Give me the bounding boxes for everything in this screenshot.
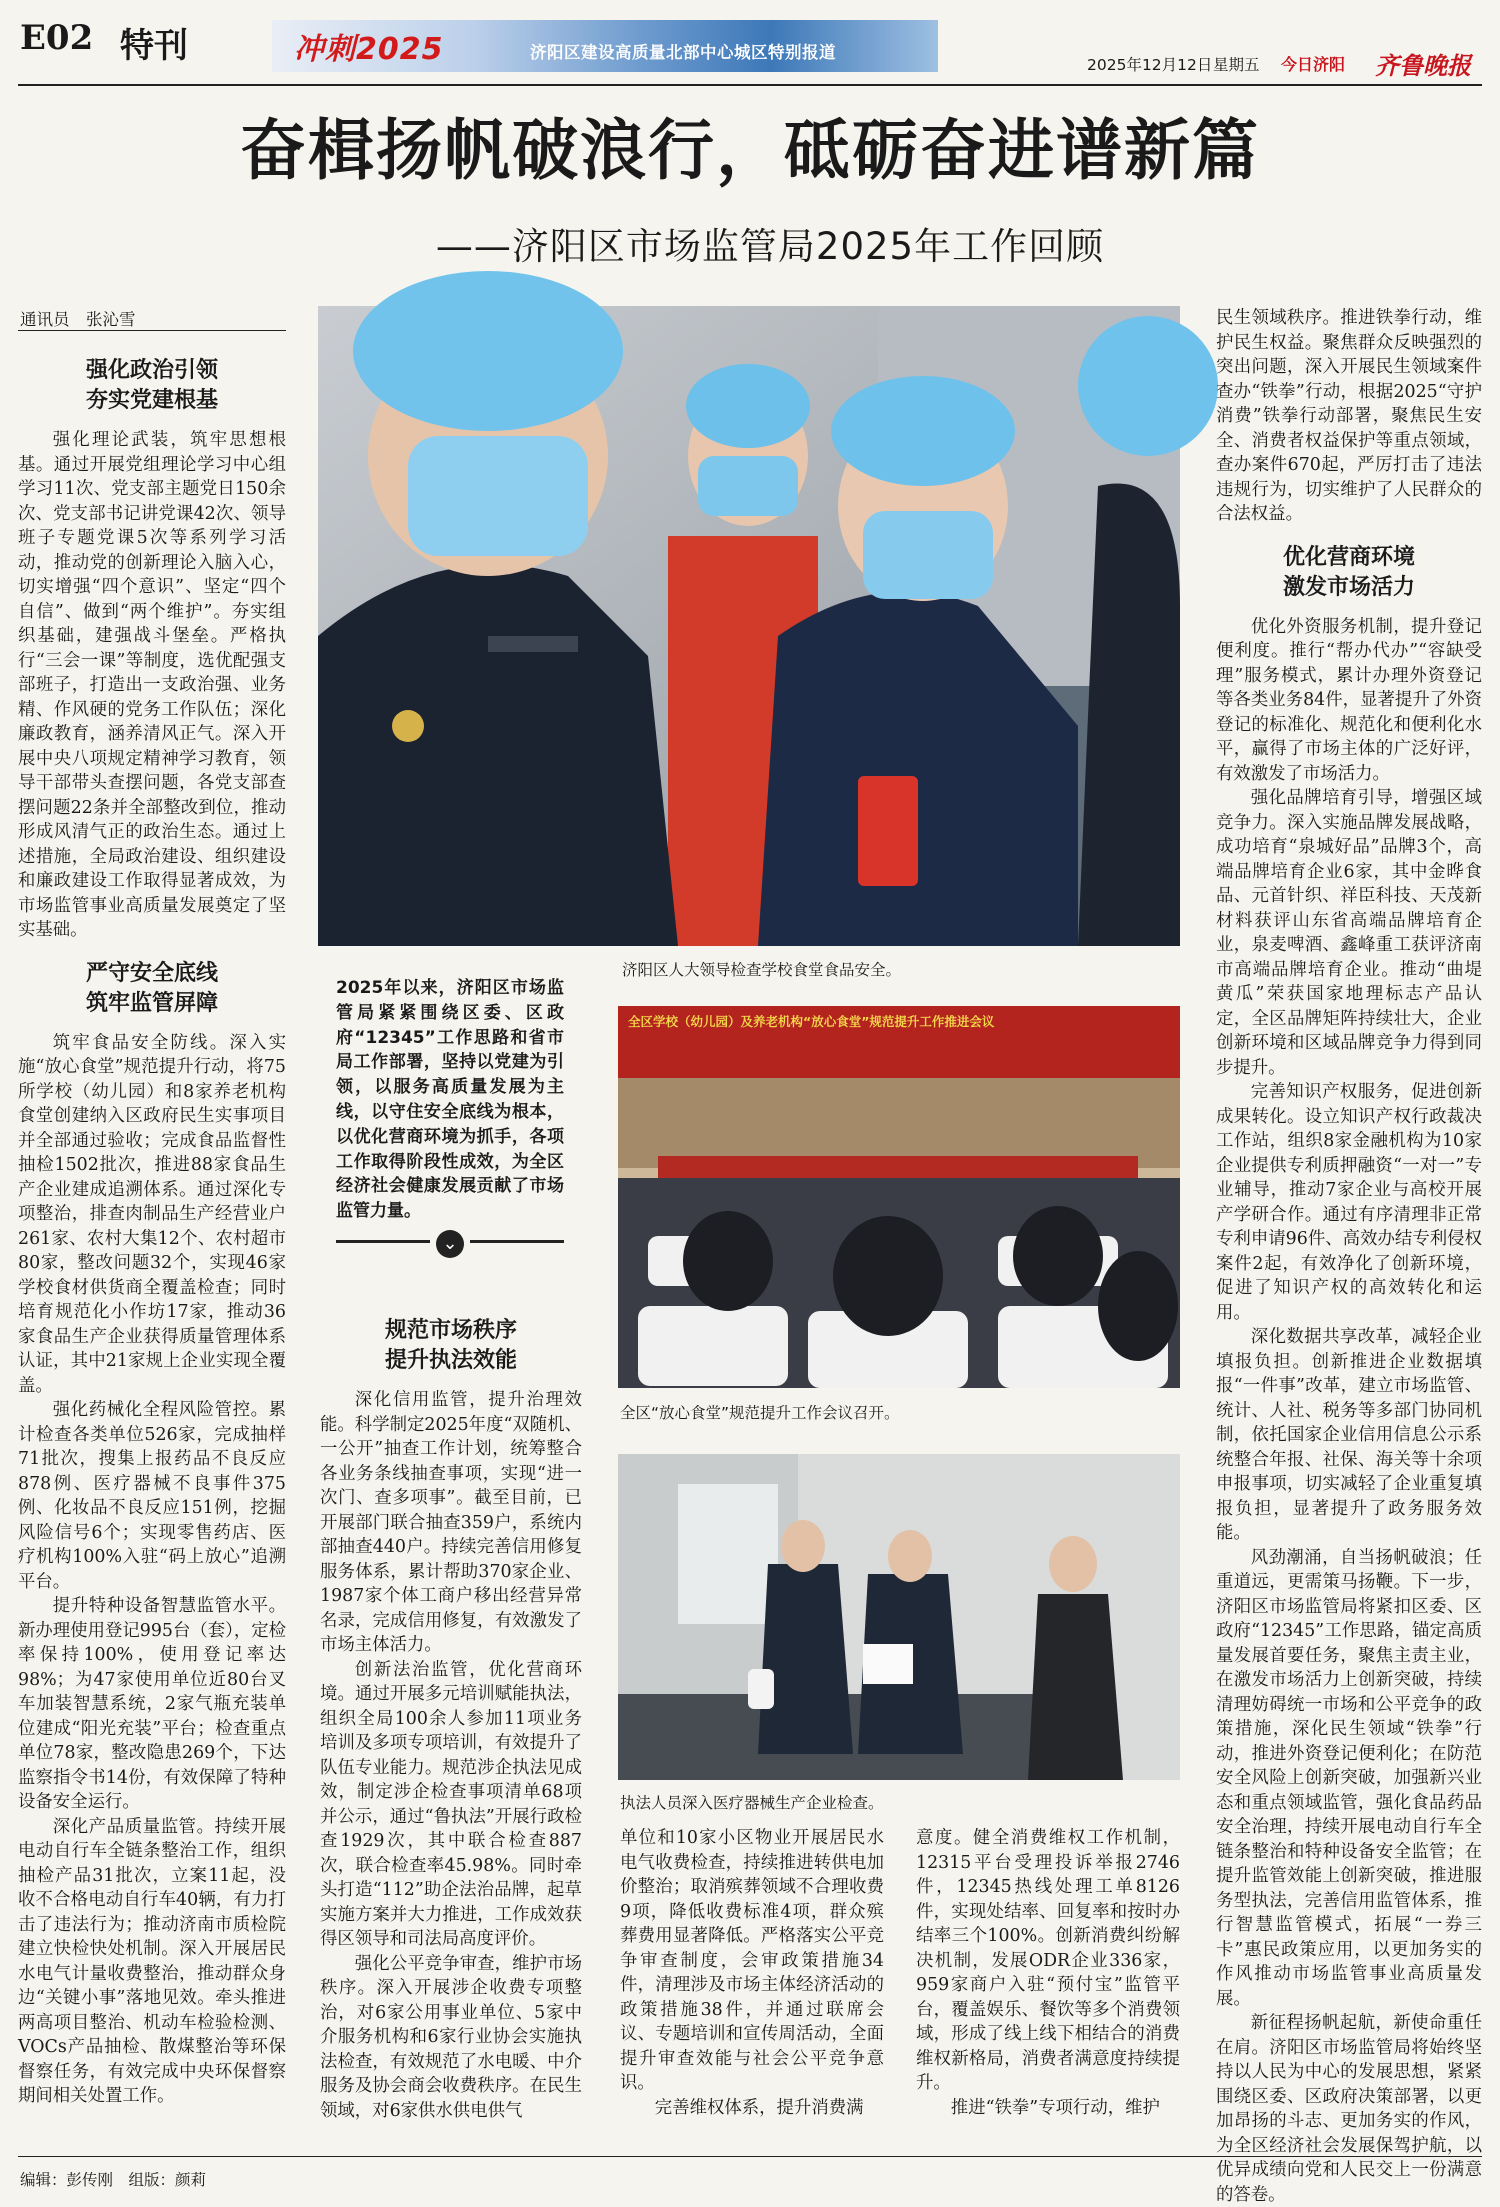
banner-title: 冲刺2025: [294, 32, 444, 67]
photo-caption-meeting: 全区“放心食堂”规范提升工作会议召开。: [620, 1404, 900, 1422]
banner: [272, 20, 938, 72]
paragraph: 新征程扬帆起航，新使命重任在肩。济阳区市场监管局将始终坚持以人民为中心的发展思想，紧紧围绕区委、区政府决策部署，以更加昂扬的斗志、更加务实的作风，为全区经济社会发展保驾护航，以优异成绩向党和人民交上一份满意的答卷。: [1216, 2013, 1482, 2205]
photo-enforcement: [618, 1454, 1180, 1780]
section-heading-business: 优化营商环境 激发市场活力: [1282, 544, 1415, 600]
photo-meeting: [618, 1006, 1180, 1388]
section-heading-market: 规范市场秩序 提升执法效能: [384, 1318, 517, 1373]
photo-caption-enforcement: 执法人员深入医疗器械生产企业检查。: [620, 1794, 884, 1812]
banner-subtitle: 济阳区建设高质量北部中心城区特别报道: [530, 43, 836, 62]
paragraph: 深化信用监管，提升治理效能。科学制定2025年度“双随机、一公开”抽查工作计划，统筹整合各业务条线抽查事项，实现“进一次门、查多项事”。截至目前，已开展部门联合抽查359户，系统内部抽查440户。持续完善信用修复服务体系，累计帮助370家企业、1987家个体工商户移出经营异常名录，完成信用修复，有效激发了市场主体活力。: [320, 1390, 582, 1655]
photo-caption-inspection: 济阳区人大领导检查学校食堂食品安全。: [622, 961, 902, 979]
column-4: [916, 1826, 1180, 2142]
paragraph: 强化公平竞争审查，维护市场秩序。深入开展涉企收费专项整治，对6家公用事业单位、5家中介服务机构和6家行业协会实施执法检查，有效规范了水电暖、中介服务及协会商会收费秩序。在民生领域，对6家供水供电供气: [320, 1953, 582, 2121]
weekday: 星期五: [1213, 56, 1260, 74]
paragraph: 单位和10家小区物业开展居民水电气收费检查，持续推进转供电加价整治；取消殡葬领域不合理收费9项，降低收费标准4项，群众殡葬费用显著降低。严格落实公平竞争审查制度，会审政策措施34件，清理涉及市场主体经济活动的政策措施38件，并通过联席会议、专题培训和宣传周活动，全面提升审查效能与社会公平竞争意识。: [620, 1828, 884, 2093]
paragraph: 提升特种设备智慧监管水平。新办理使用登记995台（套），定检率保持100%，使用登记率达98%；为47家使用单位近80台叉车加装智慧系统，2家气瓶充装单位建成“阳光充装”平台；检查重点单位78家，整改隐患269个，下达监察指令书14份，有效保障了特种设备安全运行。: [18, 1596, 286, 1812]
issue-date: 2025年12月12日: [1087, 56, 1213, 74]
edition-name: 今日济阳: [1281, 55, 1346, 74]
footer-editor: 编辑：彭传刚 组版：颜莉: [20, 2171, 207, 2189]
section-name: 特刊: [120, 26, 188, 66]
paragraph: 深化产品质量监管。持续开展电动自行车全链条整治工作，组织抽检产品31批次，立案11起，没收不合格电动自行车40辆，有力打击了违法行为；推动济南市质检院建立快检快处机制。深入开展居民水电气计量收费整治，推动群众身边“关键小事”落地见效。牵头推进两高项目整治、机动车检验检测、VOCs产品抽检、散煤整治等环保督察任务，有效完成中央环保督察期间相关处置工作。: [18, 1816, 286, 2106]
paragraph: 意度。健全消费维权工作机制，12315平台受理投诉举报2746件，12345热线处理工单8126件，实现处结率、回复率和按时办结率三个100%。创新消费纠纷解决机制，发展ODR企业336家，959家商户入驻“预付宝”监管平台，覆盖娱乐、餐饮等多个消费领域，形成了线上线下相结合的消费维权新格局，消费者满意度持续提升。: [916, 1828, 1180, 2093]
byline: 通讯员 张沁雪: [20, 310, 136, 329]
paragraph: 强化理论武装，筑牢思想根基。通过开展党组理论学习中心组学习11次、党支部主题党日150余次、党支部书记讲党课42次、领导班子专题党课5次等系列学习活动，推动党的创新理论入脑入心，切实增强“四个意识”、坚定“四个自信”、做到“两个维护”。夯实组织基础，建强战斗堡垒。严格执行“三会一课”等制度，选优配强支部班子，打造出一支政治强、业务精、作风硬的党务工作队伍；深化廉政教育，涵养清风正气。深入开展中央八项规定精神学习教育，领导干部带头查摆问题，各党支部查摆问题22条并全部整改到位，推动形成风清气正的政治生态。通过上述措施，全局政治建设、组织建设和廉政建设工作取得显著成效，为市场监管事业高质量发展奠定了坚实基础。: [18, 430, 286, 940]
column-2: [320, 1310, 582, 2140]
paragraph: 优化外资服务机制，提升登记便利度。推行“帮办代办”“容缺受理”服务模式，累计办理外资登记等各类业务84件，显著提升了外资登记的标准化、规范化和便利化水平，赢得了市场主体的广泛好评，有效激发了市场活力。: [1216, 616, 1482, 784]
meeting-banner-text: 全区学校（幼儿园）及养老机构“放心食堂”规范提升工作推进会议: [628, 1014, 995, 1029]
paragraph: 强化药械化全程风险管控。累计检查各类单位526家，完成抽样71批次，搜集上报药品不良反应878例、医疗器械不良事件375例、化妆品不良反应151例，挖掘风险信号6个；实现零售药店、医疗机构100%入驻“码上放心”追溯平台。: [18, 1400, 286, 1592]
masthead-rule: [18, 84, 1482, 86]
page-number: E02: [20, 18, 94, 58]
paragraph: 完善维权体系，提升消费满: [654, 2097, 864, 2118]
photo-inspection: [318, 306, 1180, 946]
column-3: [620, 1826, 884, 2142]
page-subtitle: ——济阳区市场监管局2025年工作回顾: [435, 225, 1105, 268]
paragraph: 筑牢食品安全防线。深入实施“放心食堂”规范提升行动，将75所学校（幼儿园）和8家养老机构食堂创建纳入区政府民生实事项目并全部通过验收；完成食品监督性抽检1502批次，推进88家食品生产企业建成追溯体系。通过深化专项整治，排查肉制品生产经营业户261家、农村大集12个、农村超市80家，整改问题32个，实现46家学校食材供货商全覆盖检查；同时培育规范化小作坊17家，推动36家食品生产企业获得质量管理体系认证，其中21家规上企业实现全覆盖。: [18, 1032, 286, 1396]
paragraph: 强化品牌培育引导，增强区域竞争力。深入实施品牌发展战略，成功培育“泉城好品”品牌3个，高端品牌培育企业6家，其中金晔食品、元首针织、祥臣科技、天茂新材料获评山东省高端品牌培育企业，泉麦啤酒、鑫峰重工获评济南市高端品牌培育企业。推动“曲堤黄瓜”荣获国家地理标志产品认定，全区品牌矩阵持续壮大，企业创新环境和区域品牌竞争力得到同步提升。: [1216, 788, 1482, 1078]
paragraph: 深化数据共享改革，减轻企业填报负担。创新推进企业数据填报“一件事”改革，建立市场监管、统计、人社、税务等多部门协同机制，依托国家企业信用信息公示系统整合年报、社保、海关等十余项申报事项，切实减轻了企业重复填报负担，显著提升了政务服务效能。: [1216, 1327, 1482, 1543]
paragraph: 创新法治监管，优化营商环境。通过开展多元培训赋能执法，组织全局100余人参加11项业务培训及多项专项培训，有效提升了队伍专业能力。规范涉企执法见成效，制定涉企检查事项清单68项并公示，通过“鲁执法”开展行政检查1929次，其中联合检查887次，联合检查率45.98%。同时牵头打造“112”助企法治品牌，起草实施方案并大力推进，工作成效获得区领导和司法局高度评价。: [320, 1659, 582, 1949]
paragraph: 推进“铁拳”专项行动，维护: [950, 2097, 1160, 2118]
column-5: [1216, 306, 1482, 2205]
paragraph: 民生领域秩序。推进铁拳行动，维护民生权益。聚焦群众反映强烈的突出问题，深入开展民生领域案件查办“铁拳”行动，根据2025“守护消费”铁拳行动部署，聚焦民生安全、消费者权益保护等重点领域，查办案件670起，严厉打击了违法违规行为，切实维护了人民群众的合法权益。: [1216, 308, 1482, 524]
masthead: [0, 0, 1500, 80]
page-title: 奋楫扬帆破浪行，砥砺奋进谱新篇: [240, 111, 1260, 189]
newspaper-logo: 齐鲁晚报: [1375, 51, 1471, 80]
chevron-down-icon: ⌄: [436, 1230, 464, 1258]
section-heading-party: 强化政治引领 夯实党建根基: [85, 358, 218, 413]
paragraph: 风劲潮涌，自当扬帆破浪；任重道远，更需策马扬鞭。下一步，济阳区市场监管局将紧扣区委、区政府“12345”工作思路，锚定高质量发展首要任务，聚焦主责主业，在激发市场活力上创新突破，持续清理妨碍统一市场和公平竞争的政策措施，深化民生领域“铁拳”行动，推进外资登记便利化；在防范安全风险上创新突破，加强新兴业态和重点领域监管，强化食品药品安全治理，持续开展电动自行车全链条整治和特种设备安全监管；在提升监管效能上创新突破，推进服务型执法，完善信用监管体系，推行智慧监管模式，拓展“一券三卡”惠民政策应用，以更加务实的作风推动市场监管事业高质量发展。: [1216, 1547, 1482, 2009]
photo-inspection-image: [318, 306, 1180, 946]
lead-summary: 2025年以来，济阳区市场监管局紧紧围绕区委、区政府“12345”工作思路和省市局工作部署，坚持以党建为引领，以服务高质量发展为主线，以守住安全底线为根本，以优化营商环境为抓手，各项工作取得阶段性成效，为全区经济社会健康发展贡献了市场监管力量。: [336, 978, 564, 1222]
lead-rule-right: [470, 1240, 564, 1243]
column-1: [18, 350, 286, 2140]
section-heading-safety: 严守安全底线 筑牢监管屏障: [85, 960, 218, 1016]
paragraph: 完善知识产权服务，促进创新成果转化。设立知识产权行政裁决工作站，组织8家金融机构为10家企业提供专利质押融资“一对一”专业辅导，推动7家企业与高校开展产学研合作。通过有序清理非正常专利申请96件、高效办结专利侵权案件2起，有效净化了创新环境，促进了知识产权的高效转化和运用。: [1216, 1082, 1482, 1323]
photo-meeting-image: [618, 1006, 1180, 1388]
footer-rule: [18, 2156, 1482, 2157]
byline-rule: [18, 330, 286, 331]
photo-enforcement-image: [618, 1454, 1180, 1780]
lead-rule-left: [336, 1240, 430, 1243]
